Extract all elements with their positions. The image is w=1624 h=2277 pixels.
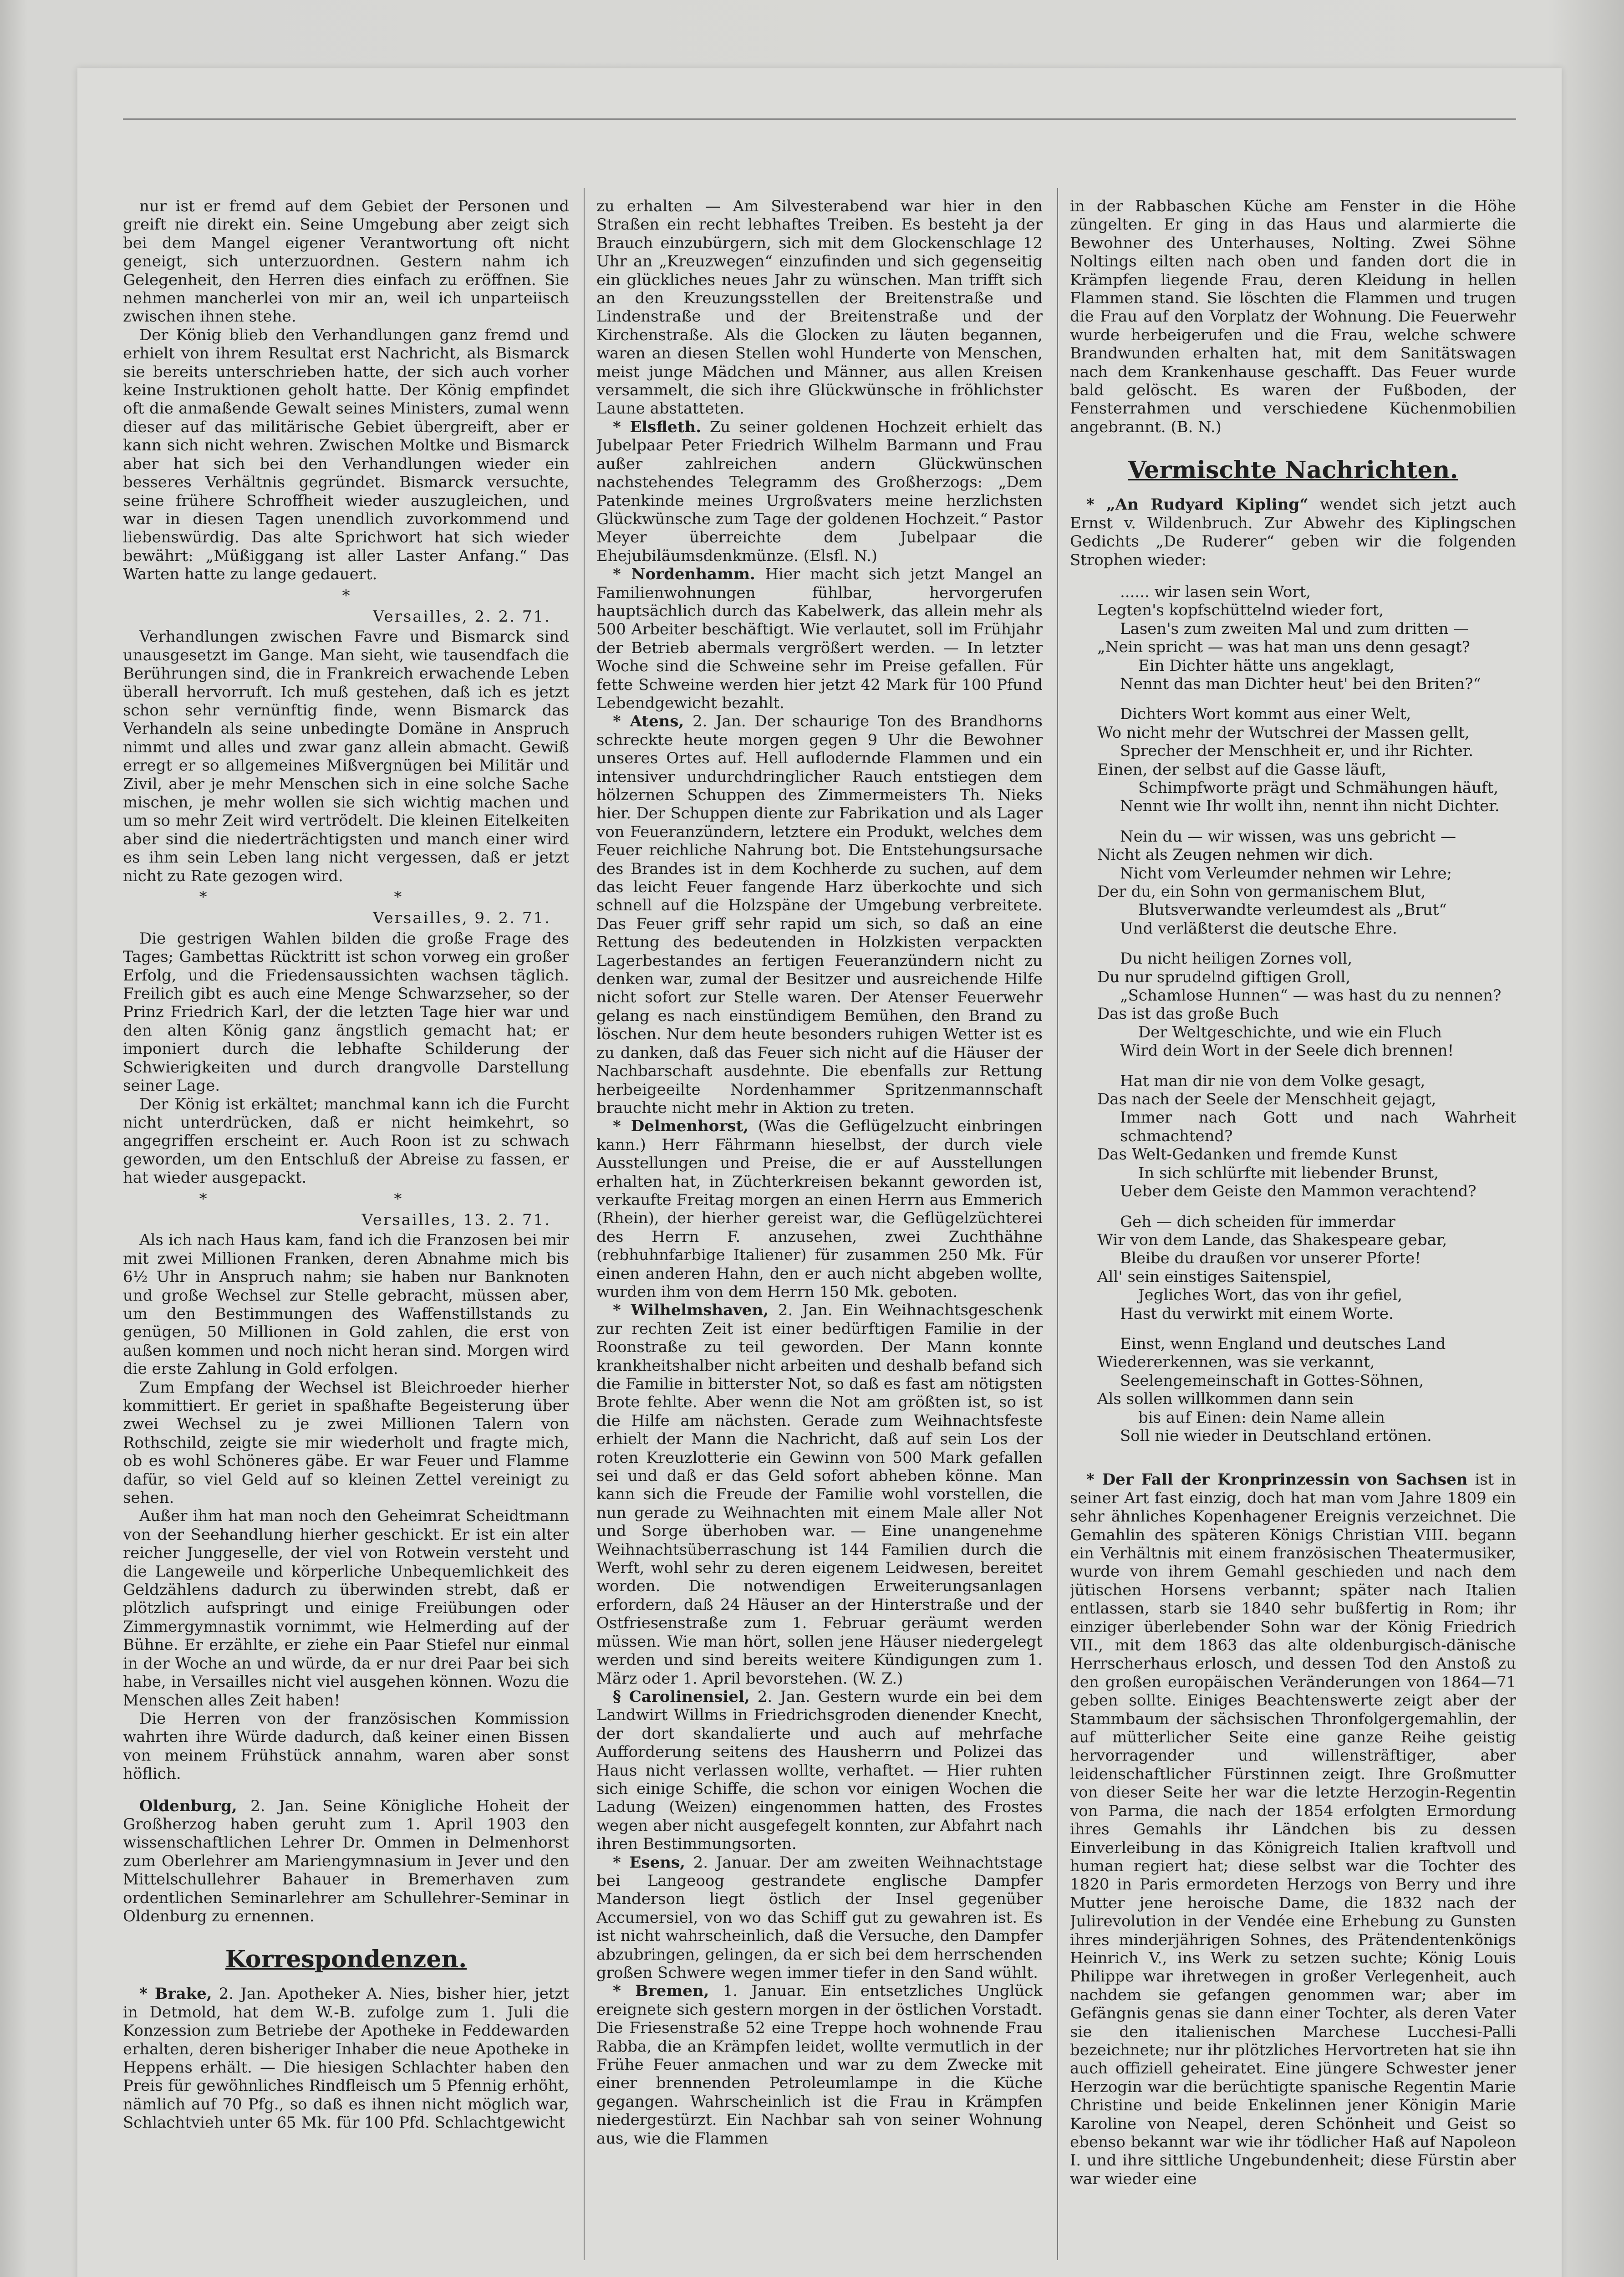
poem-line: Blutsverwandte verleumdest als „Brut“: [1138, 901, 1447, 919]
poem-line: Hast du verwirkt mit einem Worte.: [1120, 1304, 1394, 1323]
poem-line: Ueber dem Geiste den Mammon verachtend?: [1120, 1182, 1476, 1201]
item-text: 2. Jan. Apotheker A. Nies, bisher hier, jetzt in Detmold, hat dem W.-B. zufolge zum 1. Juli die Konzession zum Betriebe der Apotheke in Feddewarden erhalten, deren bisheriger Inhaber die neue Apotheke in Heppens erhält. — Die hiesigen Schlachter haben den Preis für gewöhnliches Rindfleisch um 5 Pfennig erhöht, nämlich auf 70 Pfg., so daß es ihnen nicht möglich war, Schlachtvieh unter 65 Mk. für 100 Pfd. Schlachtgewicht: [123, 1985, 569, 2132]
poem-line: Das ist das große Buch: [1097, 1005, 1279, 1023]
poem-line: Dichters Wort kommt aus einer Welt,: [1120, 705, 1411, 724]
poem-stanza: [1070, 827, 1516, 938]
poem-line: Nicht als Zeugen nehmen wir dich.: [1097, 846, 1374, 864]
column-rule: [584, 188, 585, 2260]
news-item-elsfleth: [596, 418, 1043, 565]
dateline: Versailles, 2. 2. 71.: [373, 607, 551, 626]
place-name: * Nordenhamm.: [613, 565, 755, 584]
place-name: § Carolinensiel,: [613, 1687, 750, 1706]
poem-stanza: [1070, 705, 1516, 815]
poem-line: „Schamlose Hunnen“ — was hast du zu nennen?: [1120, 986, 1502, 1005]
poem-line: All' sein einstiges Saitenspiel,: [1097, 1267, 1332, 1286]
poem: [1070, 583, 1516, 1445]
place-name: * Elsfleth.: [613, 418, 702, 436]
poem-line: Du nur sprudelnd giftigen Groll,: [1097, 968, 1351, 986]
item-text: wendet sich jetzt auch Ernst v. Wildenbruch. Zur Abwehr des Kiplingschen Gedichts „De Ruderer“ geben wir die folgenden Strophen wieder:: [1070, 495, 1516, 569]
poem-line: Jegliches Wort, das von ihr gefiel,: [1138, 1286, 1403, 1305]
item-text: 2. Januar. Der am zweiten Weihnachtstage bei Langeoog gestrandete englische Dampfer Manderson liegt östlich der Insel gegenüber Accumersiel, von wo das Schiff gut zu gewahren ist. Es ist nicht wahrscheinlich, daß die Versuche, den Dampfer abzubringen, gelingen, da er sich bei dem herrschenden großen Schwere wegen immer tiefer in den Sand wühlt.: [596, 1853, 1043, 1982]
poem-line: Der Weltgeschichte, und wie ein Fluch: [1138, 1023, 1442, 1041]
poem-line: Wiedererkennen, was sie verkannt,: [1097, 1353, 1375, 1372]
news-item-delmenhorst: [596, 1117, 1043, 1301]
place-name: Oldenburg,: [139, 1797, 237, 1815]
poem-line: Du nicht heiligen Zornes voll,: [1120, 950, 1353, 968]
item-text: 2. Jan. Seine Königliche Hoheit der Großherzog haben geruht zum 1. April 1903 den wissenschaftlichen Lehrer Dr. Ommen in Delmenhorst zum Oberlehrer am Mariengymnasium in Jever und den Mittelschullehrer Bahauer in Bremerhaven zum ordentlichen Seminarlehrer am Schullehrer-Seminar in Oldenburg zu ernennen.: [123, 1797, 569, 1925]
paragraph: Der König blieb den Verhandlungen ganz fremd und erhielt von ihrem Resultat erst Nachricht, als Bismarck sie bereits unterschrieben hatte, der sich auch vorher keine Instruktionen geholt hatte. Der König empfindet oft die anmaßende Gewalt seines Ministers, zumal wenn dieser auf das militärische Gebiet übergreift, aber er kann sich nicht wehren. Zwischen Moltke und Bismarck aber hat sich bei den Verhandlungen wieder ein besseres Verhältnis gegründet. Bismarck versuchte, seine frühere Schroffheit wieder auszugleichen, und war in diesen Tagen unendlich zuvorkommend und liebenswürdig. Das alte Sprichwort hat sich wieder bewährt: „Müßiggang ist aller Laster Anfang.“ Das Warten hatte zu lange gedauert.: [123, 326, 569, 584]
news-item-kipling: [1070, 495, 1516, 569]
section-heading: Vermischte Nachrichten.: [1128, 456, 1458, 485]
item-text: ist in seiner Art fast einzig, doch hat man vom Jahre 1809 ein sehr ähnliches Kopenhagener Ereignis verzeichnet. Die Gemahlin des späteren Königs Christian VIII. begann ein Verhältnis mit einem französischen Theatermusiker, wurde von ihrem Gemahl geschieden und nach dem jütischen Horsens verbannt; später nach Italien entlassen, starb sie 1840 sehr bußfertig in Rom; ihr einziger überlebender Sohn war der König Friedrich VII., mit dem 1863 das alte oldenburgisch-dänische Herrscherhaus erlosch, und dessen Tod den Anstoß zu den großen europäischen Veränderungen von 1864—71 geben sollte. Einiges Beachtenswerte zeigt aber der Stammbaum der sächsischen Thronfolgergemahlin, der auf mütterlicher Seite eine ganze Reihe geistig hervorragender und willensträftiger, aber leidenschaftlicher Fürstinnen zeigt. Ihre Großmutter von dieser Seite her war die letzte Herzogin-Regentin von Parma, die nach der 1854 erfolgten Ermordung ihres Gemahls ihr Ländchen bis zu dessen Einverleibung in das Königreich Italien kraftvoll und human regiert hat; diese selbst war die Tochter des 1820 in Paris ermordeten Herzogs von Berry und ihre Mutter jene heroische Dame, die 1832 nach der Julirevolution in der Vendée eine Erhebung zu Gunsten ihres minderjährigen Sohnes, des Prätendentenkönigs Heinrich V., ins Werk zu setzen suchte; König Louis Philippe war ihretwegen in großer Verlegenheit, auch nachdem sie gefangen genommen war; aber im Gefängnis genas sie dann einer Tochter, als deren Vater sie den italienischen Marchese Lucchesi-Palli bezeichnete; nur ihr plötzliches Hervortreten hat sie ihn auch offiziell geheiratet. Eine jüngere Schwester jener Herzogin war die berüchtigte spanische Regentin Marie Christine und beide Enkelinnen jener Königin Marie Karoline von Neapel, deren Schönheit und Geist so ebenso bekannt war wie ihr tödlicher Haß auf Napoleon I. und ihre sittliche Ungebundenheit; diese Fürstin aber war wieder eine: [1070, 1470, 1516, 2188]
poem-stanza: [1070, 1213, 1516, 1323]
poem-line: In sich schlürfte mit liebender Brunst,: [1138, 1164, 1439, 1182]
item-text: Zu seiner goldenen Hochzeit erhielt das Jubelpaar Peter Friedrich Wilhelm Barmann und Frau außer zahlreichen andern Glückwünschen nachstehendes Telegramm des Großherzogs: „Dem Patenkinde meines Urgroßvaters meine herzlichsten Glückwünsche zum Tage der goldenen Hochzeit.“ Pastor Meyer überreichte dem Jubelpaar die Ehejubiläumsdenkmünze. (Elsfl. N.): [596, 418, 1043, 565]
column-3: [1070, 197, 1516, 2260]
poem-line: Geh — dich scheiden für immerdar: [1120, 1212, 1395, 1231]
poem-line: Immer nach Gott und nach Wahrheit schmachtend?: [1120, 1108, 1516, 1145]
paragraph: zu erhalten — Am Silvesterabend war hier in den Straßen ein recht lebhaftes Treiben. Es besteht ja der Brauch einzubürgern, sich mit dem Glockenschlage 12 Uhr an „Kreuzwegen“ einzufinden und sich gegenseitig ein glückliches neues Jahr zu wünschen. Man trifft sich an den Kreuzungsstellen der Breitenstraße und Lindenstraße und der Breitenstraße und der Kirchenstraße. Als die Glocken zu läuten begannen, waren an diesen Stellen wohl Hunderte von Menschen, meist junge Mädchen und Männer, aus allen Kreisen versammelt, die sich ihre Glückwünsche in fröhlichster Laune abstatteten.: [596, 197, 1043, 418]
page-content: [123, 118, 1516, 2260]
spacer: [1070, 1457, 1516, 1470]
poem-stanza: [1070, 1072, 1516, 1201]
poem-line: Der du, ein Sohn von germanischem Blut,: [1097, 883, 1426, 901]
item-text: (Was die Geflügelzucht einbringen kann.) Herr Fährmann hieselbst, der durch viele Ausstellungen und Preise, die er auf Ausstellungen erhalten hat, in Züchterkreisen bekannt geworden ist, verkaufte Freitag morgen an einen Herrn aus Emmerich (Rhein), der hierher gereist war, die Geflügelzüchterei des Herrn F. anzusehen, zwei Zuchthähne (rebhuhnfarbige Italiener) für zusammen 250 Mk. Für einen anderen Hahn, den er auch nicht abgeben wollte, wurden ihm von dem Herrn 150 Mk. geboten.: [596, 1117, 1043, 1301]
poem-line: Legten's kopfschüttelnd wieder fort,: [1097, 601, 1384, 620]
poem-line: Sprecher der Menschheit er, und ihr Richter.: [1120, 742, 1474, 761]
poem-line: Nennt wie Ihr wollt ihn, nennt ihn nicht Dichter.: [1120, 797, 1500, 816]
place-name: * Bremen,: [613, 1982, 709, 2001]
place-name: * Esens,: [613, 1853, 685, 1872]
spacer: [1070, 569, 1516, 583]
poem-line: Soll nie wieder in Deutschland ertönen.: [1120, 1426, 1432, 1445]
poem-line: Schimpfworte prägt und Schmähungen häuft,: [1138, 778, 1499, 797]
place-name: * Delmenhorst,: [613, 1117, 749, 1136]
separator-stars: * *: [199, 888, 493, 907]
poem-line: Seelengemeinschaft in Gottes-Söhnen,: [1120, 1371, 1424, 1390]
poem-stanza: [1070, 950, 1516, 1060]
poem-line: Nicht vom Verleumder nehmen wir Lehre;: [1120, 864, 1452, 883]
news-item-oldenburg: [123, 1797, 569, 1926]
item-text: 2. Jan. Ein Weihnachtsgeschenk zur rechten Zeit ist einer bedürftigen Familie in der Roonstraße zu teil geworden. Der Mann konnte krankheitshalber nicht arbeiten und deshalb befand sich die Familie in bitterster Not, so daß es fast am nötigsten Brote fehlte. Aber wenn die Not am größten ist, so ist die Hilfe am nächsten. Gerade zum Weihnachtsfeste erhielt der Mann die Nachricht, daß auf sein Los der roten Kreuzlotterie ein Gewinn von 500 Mark gefallen sei und daß er das Geld sofort abheben könne. Man kann sich die Freude der Familie wohl vorstellen, die nun gerade zu Weihnachten mit einem Male aller Not und Sorge überhoben war. — Eine unangenehme Weihnachtsüberraschung ist 144 Familien durch die Werft, wohl sehr zu deren eigenem Leidwesen, bereitet worden. Die notwendigen Erweiterungsanlagen erfordern, daß 24 Häuser an der Hinterstraße und der Ostfriesenstraße zum 1. Februar geräumt werden müssen. Wie man hört, sollen jene Häuser niedergelegt werden und sind bereits weitere Kündigungen zum 1. März oder 1. April bevorstehen. (W. Z.): [596, 1301, 1043, 1688]
news-item-atens: [596, 712, 1043, 1117]
news-item-wilhelmshaven: [596, 1301, 1043, 1688]
poem-line: Lasen's zum zweiten Mal und zum dritten —: [1120, 619, 1469, 638]
news-item-esens: [596, 1853, 1043, 1982]
poem-stanza: [1070, 583, 1516, 693]
news-item-brake: [123, 1985, 569, 2132]
column-2: [596, 197, 1043, 2260]
paragraph: in der Rabbaschen Küche am Fenster in die Höhe züngelten. Er ging in das Haus und alarmierte die Bewohner des Unterhauses, Nolting. Zwei Söhne Noltings eilten nach oben und fanden dort die in Krämpfen liegende Frau, deren Kleidung in hellen Flammen stand. Sie löschten die Flammen und trugen die Frau auf den Vorplatz der Wohnung. Die Feuerwehr wurde herbeigerufen und die Frau, welche schwere Brandwunden erhalten hat, mit dem Sanitätswagen nach dem Krankenhause geschafft. Das Feuer wurde bald gelöscht. Es waren der Fußboden, der Fensterrahmen und verschiedene Küchenmobilien angebrannt. (B. N.): [1070, 197, 1516, 436]
poem-line: Und verläßterst die deutsche Ehre.: [1120, 919, 1397, 938]
place-name: * Wilhelmshaven,: [613, 1301, 769, 1320]
item-text: 1. Januar. Ein entsetzliches Unglück ereignete sich gestern morgen in der östlichen Vorstadt. Die Friesenstraße 52 eine Treppe hoch wohnende Frau Rabba, die an Krämpfen leidet, wollte vermutlich in der Frühe Feuer anmachen und war zu dem Zwecke mit einer brennenden Petroleumlampe in die Küche gegangen. Wahrscheinlich ist die Frau in Krämpfen niedergestürzt. Ein Nachbar sah von seiner Wohnung aus, wie die Flammen: [596, 1982, 1043, 2148]
poem-line: Bleibe du draußen vor unserer Pforte!: [1120, 1249, 1421, 1268]
poem-line: Einst, wenn England und deutsches Land: [1120, 1334, 1446, 1353]
poem-line: Hat man dir nie von dem Volke gesagt,: [1120, 1072, 1425, 1090]
place-name: * Brake,: [139, 1985, 212, 2003]
poem-line: Wir von dem Lande, das Shakespeare gebar,: [1097, 1230, 1447, 1249]
paragraph: Außer ihm hat man noch den Geheimrat Scheidtmann von der Seehandlung hierher geschickt. Er ist ein alter reicher Junggeselle, der viel von Rotwein versteht und die Langeweile und körperliche Unbequemlichkeit des Geldzählens dadurch zu überwinden strebt, daß er plötzlich aufspringt und einige Freiübungen oder Zimmergymnastik vornimmt, wie Helmerding auf der Bühne. Er erzählte, er ziehe ein Paar Stiefel nur einmal in der Woche an und würde, da er nur drei Paar bei sich habe, in Versailles nicht viel ausgehen können. Wozu die Menschen alles Zeit haben!: [123, 1507, 569, 1710]
section-heading: Korrespondenzen.: [225, 1945, 467, 1974]
paragraph: Die gestrigen Wahlen bilden die große Frage des Tages; Gambettas Rücktritt ist schon vorweg ein großer Erfolg, und die Friedensaussichten wachsen täglich. Freilich gibt es auch eine Menge Schwarzseher, so der Prinz Friedrich Karl, der die letzten Tage hier war und den alten König ganz ängstlich gemacht hat; er imponiert durch die lebhafte Schilderung der Schwierigkeiten und durch drangvolle Darstellung seiner Lage.: [123, 929, 569, 1095]
separator-stars: * *: [199, 1190, 493, 1208]
news-item-nordenhamm: [596, 565, 1043, 712]
place-name: * Atens,: [613, 712, 684, 731]
paragraph: Als ich nach Haus kam, fand ich die Franzosen bei mir mit zwei Millionen Franken, deren Abnahme mich bis 6½ Uhr in Anspruch nahm; sie haben nur Banknoten und große Wechsel zur Stelle gebracht, müssen aber, um den Bestimmungen des Waffenstillstands zu genügen, 50 Millionen in Gold zahlen, die erst von außen kommen und noch nicht heran sind. Morgen wird die erste Zahlung in Gold erfolgen.: [123, 1231, 569, 1378]
poem-line: Wo nicht mehr der Wutschrei der Massen gellt,: [1097, 723, 1470, 742]
poem-line: Als sollen willkommen dann sein: [1097, 1390, 1354, 1409]
poem-stanza: [1070, 1335, 1516, 1445]
paragraph: nur ist er fremd auf dem Gebiet der Personen und greift nie direkt ein. Seine Umgebung aber zeigt sich bei dem Mangel eigener Verantwortung oft nicht geneigt, sich unterzuordnen. Gestern nahm ich Gelegenheit, den Herren dies einfach zu eröffnen. Sie nehmen mancherlei von mir an, weil ich unparteiisch zwischen ihnen stehe.: [123, 197, 569, 326]
separator-star: *: [342, 586, 350, 605]
paragraph: Die Herren von der französischen Kommission wahrten ihre Würde dadurch, daß keiner einen Bissen von meinem Frühstück annahm, waren aber sonst höflich.: [123, 1709, 569, 1783]
dateline: Versailles, 9. 2. 71.: [373, 909, 551, 928]
item-text: 2. Jan. Gestern wurde ein bei dem Landwirt Willms in Friedrichsgroden dienender Knecht, der dort skandalierte und auch auf mehrfache Aufforderung seitens des Hausherrn und Polizei das Haus nicht verlassen wollte, verhaftet. — Hier ruhten sich einige Schiffe, die schon vor einigen Wochen die Ladung (Weizen) eingenommen hatten, des Frostes wegen aber nicht ausgefegelt konnten, zur Abfahrt nach ihren Bestimmungsorten.: [596, 1687, 1043, 1853]
news-item-fall: [1070, 1470, 1516, 2188]
newspaper-page: [77, 68, 1562, 2277]
poem-line: Das nach der Seele der Menschheit gejagt,: [1097, 1090, 1436, 1109]
poem-line: Nein du — wir wissen, was uns gebricht —: [1120, 827, 1456, 846]
item-text: Hier macht sich jetzt Mangel an Familienwohnungen fühlbar, hervorgerufen hauptsächlich durch das Kabelwerk, das allein mehr als 500 Arbeiter beschäftigt. Wie verlautet, soll im Frühjahr der Betrieb abermals vergrößert werden. — In letzter Woche sind die Schweine sehr im Preise gefallen. Für fette Schweine werden hier jetzt 42 Mark für 100 Pfund Lebendgewicht bezahlt.: [596, 565, 1043, 712]
paragraph: Verhandlungen zwischen Favre und Bismarck sind unausgesetzt im Gange. Man sieht, wie tausendfach die Berührungen sind, die in Frankreich erwachende Leben überall hervorruft. Ich muß gestehen, daß ich es jetzt schon sehr vernünftig finde, wenn Bismarck das Verhandeln als seine unbedingte Domäne in Anspruch nimmt und alles und zwar ganz allein abmacht. Gewiß erregt er so allgemeines Mißvergnügen bei Militär und Zivil, aber je mehr Menschen sich in eine solche Sache mischen, je mehr wollen sie sich wichtig machen und um so mehr Zeit wird vertrödelt. Die kleinen Eitelkeiten aber sind die niederträchtigsten und manch einer wird es ihm sein Leben lang nicht vergessen, daß er jetzt nicht zu Rate gezogen wird.: [123, 628, 569, 885]
spacer: [123, 1783, 569, 1797]
poem-line: ...... wir lasen sein Wort,: [1120, 582, 1311, 601]
poem-line: Nennt das man Dichter heut' bei den Briten?“: [1120, 674, 1481, 693]
item-title: * „An Rudyard Kipling“: [1086, 495, 1308, 514]
paragraph: Zum Empfang der Wechsel ist Bleichroeder hierher kommittiert. Er geriet in spaßhafte Begeisterung über zwei Wechsel zu je zwei Millionen Talern von Rothschild, zeigte sie mir wiederholt und fragte mich, ob es wohl Schöneres gäbe. Er war Feuer und Flamme dafür, so viel Geld auf so kleinen Zettel vereinigt zu sehen.: [123, 1378, 569, 1507]
column-1: [123, 197, 569, 2260]
poem-line: Ein Dichter hätte uns angeklagt,: [1138, 656, 1395, 675]
paragraph: Der König ist erkältet; manchmal kann ich die Furcht nicht unterdrücken, daß er nicht heimkehrt, so angegriffen erscheint er. Auch Roon ist zu schwach geworden, um den Entschluß der Abreise zu fassen, er hat wieder ausgepackt.: [123, 1095, 569, 1187]
news-item-bremen: [596, 1982, 1043, 2148]
item-text: 2. Jan. Der schaurige Ton des Brandhorns schreckte heute morgen gegen 9 Uhr die Bewohner unseres Ortes auf. Hell auflodernde Flammen und ein intensiver undurchdringlicher Rauch entstiegen dem hölzernen Schuppen des Zimmermeisters Th. Nieks hier. Der Schuppen diente zur Fabrikation und als Lager von Feueranzündern, letztere ein Produkt, welches dem Feuer reichliche Nahrung bot. Die Entstehungsursache des Brandes ist in dem Kochherde zu suchen, auf dem das leicht Feuer fangende Harz überkochte und sich schnell auf die Holzspäne der Umgebung verbreitete. Das Feuer griff sehr rapid um sich, so daß an eine Rettung des bedeutenden in Holzkisten verpackten Lagerbestandes an fertigen Feueranzündern nicht zu denken war, zumal der Besitzer und ausreichende Hilfe nicht sofort zur Stelle waren. Der Atenser Feuerwehr gelang es nach einstündigem Bemühen, den Brand zu löschen. Nur dem heute besonders ruhigen Wetter ist es zu danken, daß das Feuer sich nicht auf die Häuser der Nachbarschaft ausdehnte. Die ebenfalls zur Rettung herbeigeeilte Nordenhammer Spritzenmannschaft brauchte nicht mehr in Aktion zu treten.: [596, 712, 1043, 1117]
poem-line: Einen, der selbst auf die Gasse läuft,: [1097, 760, 1386, 779]
poem-line: Das Welt-Gedanken und fremde Kunst: [1097, 1145, 1397, 1164]
poem-line: Wird dein Wort in der Seele dich brennen!: [1120, 1041, 1454, 1060]
poem-line: „Nein spricht — was hat man uns denn gesagt?: [1097, 638, 1470, 657]
item-title: * Der Fall der Kronprinzessin von Sachsen: [1086, 1470, 1468, 1489]
dateline: Versailles, 13. 2. 71.: [361, 1210, 551, 1229]
news-item-carolinensiel: [596, 1688, 1043, 1853]
column-rule: [1057, 188, 1058, 2260]
poem-line: bis auf Einen: dein Name allein: [1138, 1408, 1385, 1427]
